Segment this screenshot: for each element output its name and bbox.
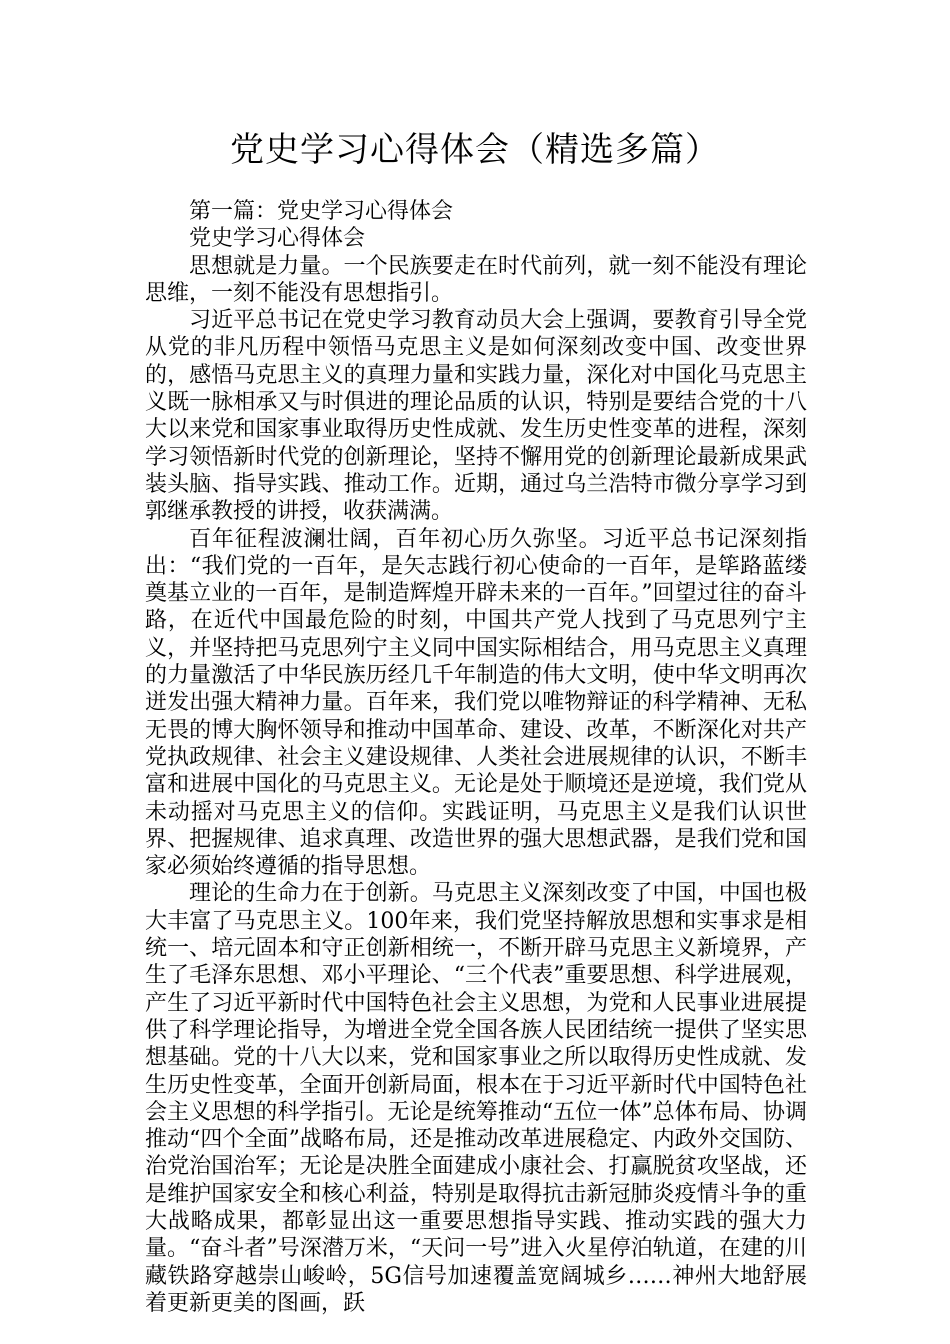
document-title: 党史学习心得体会（精选多篇）: [230, 130, 720, 170]
section-heading: 第一篇：党史学习心得体会: [189, 199, 454, 224]
paragraph-1: 思想就是力量。一个民族要走在时代前列，就一刻不能没有理论思维，一刻不能没有思想指引。: [145, 253, 807, 306]
paragraph-4: 理论的生命力在于创新。马克思主义深刻改变了中国，中国也极大丰富了马克思主义。100年来，我们党坚持解放思想和实事求是相统一、培元固本和守正创新相统一，不断开辟马克思主义新境界，产生了毛泽东思想、邓小平理论、“三个代表”重要思想、科学进展观，产生了习近平新时代中国特色社会主义思想，为党和人民事业进展提供了科学理论指导，为增进全党全国各族人民团结统一提供了坚实思想基础。党的十八大以来，党和国家事业之所以取得历史性成就、发生历史性变革，全面开创新局面，根本在于习近平新时代中国特色社会主义思想的科学指引。无论是统筹推动“五位一体”总体布局、协调推动“四个全面”战略布局，还是推动改革进展稳定、内政外交国防、治党治国治军；无论是决胜全面建成小康社会、打赢脱贫攻坚战，还是维护国家安全和核心利益，特别是取得抗击新冠肺炎疫情斗争的重大战略成果，都彰显出这一重要思想指导实践、推动实践的强大力量。“奋斗者”号深潜万米，“天问一号”进入火星停泊轨道，在建的川藏铁路穿越崇山峻岭，5G信号加速覆盖宽阔城乡……神州大地舒展着更新更美的图画，跃: [145, 881, 807, 1316]
article-heading: 党史学习心得体会: [189, 226, 366, 252]
document-body: [145, 198, 807, 1317]
paragraph-3: 百年征程波澜壮阔，百年初心历久弥坚。习近平总书记深刻指出：“我们党的一百年，是矢志践行初心使命的一百年，是筚路蓝缕奠基立业的一百年，是制造辉煌开辟未来的一百年。”回望过往的奋斗路，在近代中国最危险的时刻，中国共产党人找到了马克思列宁主义，并坚持把马克思列宁主义同中国实际相结合，用马克思主义真理的力量激活了中华民族历经几千年制造的伟大文明，使中华文明再次迸发出强大精神力量。百年来，我们党以唯物辩证的科学精神、无私无畏的博大胸怀领导和推动中国革命、建设、改革，不断深化对共产党执政规律、社会主义建设规律、人类社会进展规律的认识，不断丰富和进展中国化的马克思主义。无论是处于顺境还是逆境，我们党从未动摇对马克思主义的信仰。实践证明，马克思主义是我们认识世界、把握规律、追求真理、改造世界的强大思想武器，是我们党和国家必须始终遵循的指导思想。: [145, 526, 807, 880]
paragraph-2: 习近平总书记在党史学习教育动员大会上强调，要教育引导全党从党的非凡历程中领悟马克思主义是如何深刻改变中国、改变世界的，感悟马克思主义的真理力量和实践力量，深化对中国化马克思主义既一脉相承又与时俱进的理论品质的认识，特别是要结合党的十八大以来党和国家事业取得历史性成就、发生历史性变革的进程，深刻学习领悟新时代党的创新理论，坚持不懈用党的创新理论最新成果武装头脑、指导实践、推动工作。近期，通过乌兰浩特市微分享学习到郭继承教授的讲授，收获满满。: [145, 308, 807, 525]
